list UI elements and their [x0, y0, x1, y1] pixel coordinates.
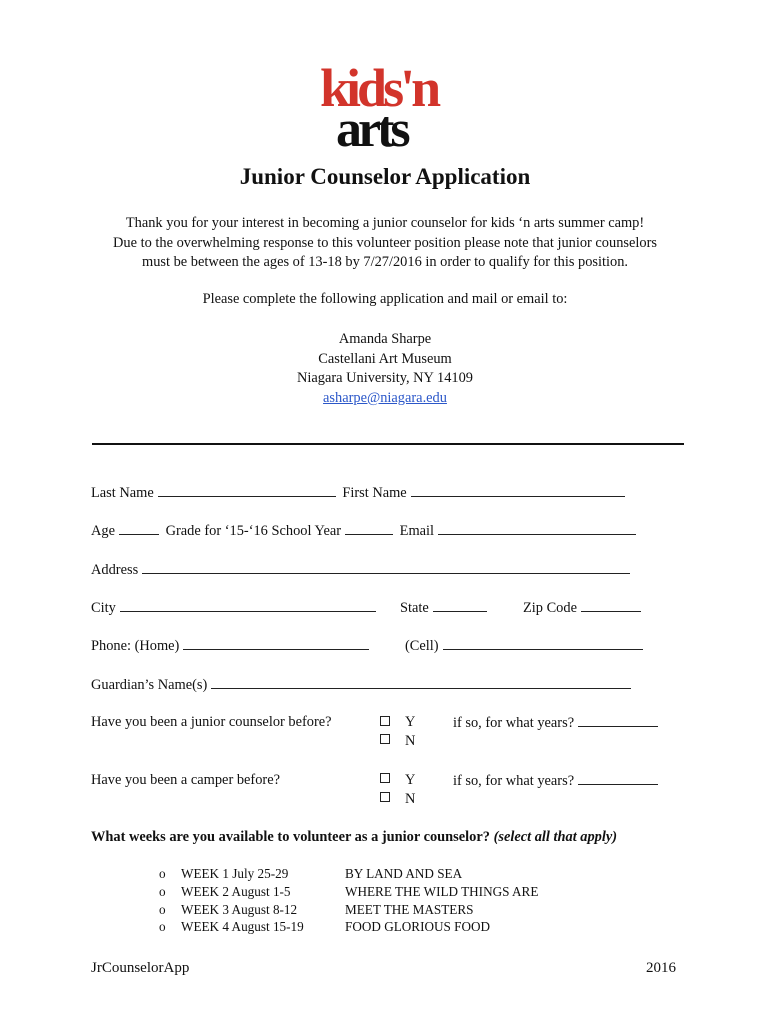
guardian-row	[91, 676, 631, 694]
weeks-question-hint: (select all that apply)	[493, 829, 618, 845]
zip-row	[523, 599, 641, 617]
contact-org: Castellani Art Museum	[318, 350, 452, 367]
city-label: City	[91, 600, 116, 616]
section-divider	[92, 443, 684, 445]
intro-line-1: Thank you for your interest in becoming a junior counselor for kids ‘n arts summer camp!	[125, 215, 645, 231]
week-3-bullet[interactable]: o	[159, 902, 166, 917]
contact-email-link[interactable]: asharpe@niagara.edu	[323, 389, 447, 406]
jr-counselor-no-checkbox[interactable]	[380, 734, 390, 744]
intro-line-2: Due to the overwhelming response to this volunteer position please note that junior counselors	[113, 234, 657, 251]
age-grade-row	[91, 522, 636, 540]
state-label: State	[400, 600, 429, 616]
city-field[interactable]	[120, 599, 376, 612]
kids-n-arts-logo	[318, 58, 454, 150]
instruction-text: Please complete the following application and mail or email to:	[202, 291, 568, 307]
weeks-question	[91, 829, 617, 846]
week-3-theme: MEET THE MASTERS	[345, 902, 474, 917]
last-name-field[interactable]	[158, 484, 336, 497]
question-camper: Have you been a camper before?	[91, 772, 280, 788]
footer-doc-id: JrCounselorApp	[91, 960, 190, 976]
jr-counselor-yes-checkbox[interactable]	[380, 716, 390, 726]
jr-counselor-yes-label: Y	[405, 714, 416, 730]
week-4-label: WEEK 4 August 15-19	[181, 919, 304, 934]
state-row	[400, 599, 487, 617]
week-1-theme: BY LAND AND SEA	[345, 866, 463, 881]
state-field[interactable]	[433, 599, 487, 612]
guardian-field[interactable]	[211, 676, 631, 689]
jr-counselor-years-field[interactable]	[578, 714, 658, 727]
first-name-field[interactable]	[411, 484, 625, 497]
week-4-bullet[interactable]: o	[159, 919, 166, 934]
email-label: Email	[399, 523, 435, 539]
phone-cell-label: (Cell)	[405, 638, 439, 654]
phone-cell-field[interactable]	[443, 637, 643, 650]
zip-field[interactable]	[581, 599, 641, 612]
address-label: Address	[91, 562, 139, 578]
week-2-theme: WHERE THE WILD THINGS ARE	[345, 884, 539, 899]
address-field[interactable]	[142, 561, 630, 574]
grade-label: Grade for ‘15-‘16 School Year	[165, 523, 342, 539]
last-name-label: Last Name	[91, 485, 154, 501]
address-row	[91, 561, 630, 579]
email-field[interactable]	[438, 522, 636, 535]
footer-year: 2016	[646, 960, 676, 976]
contact-location: Niagara University, NY 14109	[297, 370, 473, 386]
intro-line-3: must be between the ages of 13-18 by 7/27/2016 in order to qualify for this position.	[142, 254, 628, 270]
first-name-label: First Name	[342, 485, 407, 501]
jr-counselor-years-row	[453, 714, 658, 732]
question-jr-counselor: Have you been a junior counselor before?	[91, 714, 332, 730]
camper-years-row	[453, 772, 658, 790]
city-row	[91, 599, 376, 617]
camper-yes-label: Y	[405, 772, 416, 788]
camper-no-label: N	[405, 791, 416, 807]
phone-cell-row	[405, 637, 643, 655]
jr-counselor-years-label: if so, for what years?	[453, 715, 575, 731]
week-1-bullet[interactable]: o	[159, 866, 166, 881]
logo-line2: arts	[336, 101, 407, 150]
page-title: Junior Counselor Application	[239, 164, 531, 189]
jr-counselor-no-label: N	[405, 733, 416, 749]
contact-name: Amanda Sharpe	[338, 331, 432, 347]
age-label: Age	[91, 523, 115, 539]
intro-text	[60, 214, 710, 273]
week-2-label: WEEK 2 August 1-5	[181, 884, 291, 899]
camper-yes-checkbox[interactable]	[380, 773, 390, 783]
camper-years-field[interactable]	[578, 772, 658, 785]
camper-years-label: if so, for what years?	[453, 773, 575, 789]
mailing-address	[0, 330, 770, 408]
logo-line1: kids'n	[320, 58, 438, 118]
week-1-label: WEEK 1 July 25-29	[181, 866, 289, 881]
week-4-theme: FOOD GLORIOUS FOOD	[345, 919, 491, 934]
weeks-question-text: What weeks are you available to volunteer as a junior counselor?	[91, 829, 490, 845]
zip-label: Zip Code	[523, 600, 577, 616]
week-2-bullet[interactable]: o	[159, 884, 166, 899]
grade-field[interactable]	[345, 522, 393, 535]
camper-no-checkbox[interactable]	[380, 792, 390, 802]
phone-home-row	[91, 637, 369, 655]
guardian-label: Guardian’s Name(s)	[91, 677, 208, 693]
phone-home-field[interactable]	[183, 637, 369, 650]
age-field[interactable]	[119, 522, 159, 535]
last-name-row	[91, 484, 625, 502]
phone-home-label: Phone: (Home)	[91, 638, 180, 654]
week-3-label: WEEK 3 August 8-12	[181, 902, 298, 917]
